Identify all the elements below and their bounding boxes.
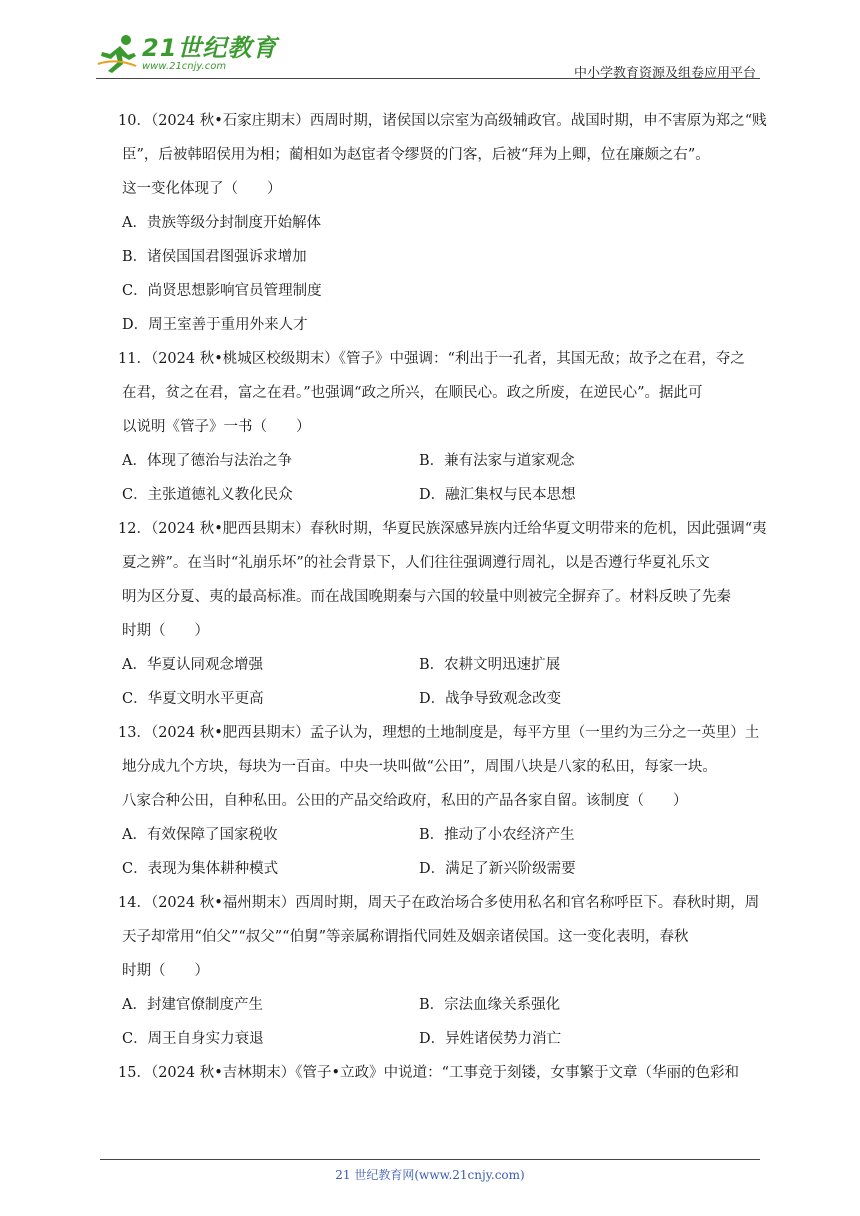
option-d: D．周王室善于重用外来人才	[122, 317, 308, 333]
option-row	[118, 852, 760, 886]
question-15	[118, 1056, 760, 1090]
question-text-line: 12．（2024 秋•肥西县期末）春秋时期，华夏民族深感异族内迁给华夏文明带来的危机，因此强调“夷	[118, 521, 767, 537]
question-text-line: 天子却常用“伯父”“叔父”“伯舅”等亲属称谓指代同姓及姻亲诸侯国。这一变化表明，春秋	[122, 929, 689, 945]
question-text-line: 在君，贫之在君，富之在君。”也强调“政之所兴，在顺民心。政之所废，在逆民心”。据此可	[122, 385, 703, 401]
option-b: B．兼有法家与道家观念	[419, 453, 575, 469]
option-a: A．体现了德治与法治之争	[122, 453, 292, 469]
option-a: A．有效保障了国家税收	[122, 827, 278, 843]
option-c: C．华夏文明水平更高	[122, 691, 264, 707]
question-text-line: 夏之辨”。在当时“礼崩乐坏”的社会背景下，人们往往强调遵行周礼，以是否遵行华夏礼乐文	[122, 555, 710, 571]
question-14	[118, 886, 760, 1056]
option-b: B．诸侯国国君图强诉求增加	[122, 249, 307, 265]
question-text-line: 15．（2024 秋•吉林期末）《管子•立政》中说道：“工事竞于刻镂，女事繁于文章（华丽的色彩和	[118, 1065, 739, 1081]
footer-divider	[100, 1159, 760, 1160]
option-d: D．异姓诸侯势力消亡	[419, 1031, 562, 1047]
option-row	[118, 648, 760, 682]
question-text-line: 时期（ ）	[122, 623, 209, 639]
footer-text: 21 世纪教育网(www.21cnjy.com)	[335, 1168, 525, 1182]
question-text-line: 八家合种公田，自种私田。公田的产品交给政府，私田的产品各家自留。该制度（ ）	[122, 793, 688, 809]
option-row	[118, 988, 760, 1022]
question-10	[118, 104, 767, 342]
question-text-line: 以说明《管子》一书（ ）	[122, 419, 311, 435]
option-b: B．推动了小农经济产生	[419, 827, 575, 843]
option-c: C．周王自身实力衰退	[122, 1031, 264, 1047]
option-c: C．主张道德礼义教化民众	[122, 487, 293, 503]
header-divider	[96, 78, 760, 79]
question-text-line: 13．（2024 秋•肥西县期末）孟子认为，理想的土地制度是，每平方里（一里约为三分之一英里）土	[118, 725, 760, 741]
option-c: C．表现为集体耕种模式	[122, 861, 279, 877]
question-text-line: 14．（2024 秋•福州期末）西周时期，周天子在政治场合多使用私名和官名称呼臣下。春秋时期，周	[118, 895, 760, 911]
question-13	[118, 716, 760, 886]
option-a: A．封建官僚制度产生	[122, 997, 263, 1013]
question-12	[118, 512, 767, 716]
platform-name: 中小学教育资源及组卷应用平台	[573, 66, 756, 81]
question-text-line: 11．（2024 秋•桃城区校级期末）《管子》中强调：“利出于一孔者，其国无敌；故予之在君，夺之	[118, 351, 745, 367]
question-text-line: 臣”，后被韩昭侯用为相；蔺相如为赵宦者令缪贤的门客，后被“拜为上卿，位在廉颇之右”。	[122, 147, 710, 163]
option-d: D．战争导致观念改变	[419, 691, 562, 707]
logo-url: www.21cnjy.com	[142, 61, 227, 72]
question-text-line: 这一变化体现了（ ）	[122, 181, 282, 197]
option-d: D．满足了新兴阶级需要	[419, 861, 576, 877]
option-c: C．尚贤思想影响官员管理制度	[122, 283, 322, 299]
option-a: A．华夏认同观念增强	[122, 657, 263, 673]
option-row	[118, 818, 760, 852]
question-text-line: 时期（ ）	[122, 963, 209, 979]
page-header	[96, 30, 760, 81]
option-row	[118, 682, 760, 716]
option-row	[118, 478, 760, 512]
option-row	[118, 444, 760, 478]
option-b: B．农耕文明迅速扩展	[419, 657, 561, 673]
question-text-line: 地分成九个方块，每块为一百亩。中央一块叫做“公田”，周围八块是八家的私田，每家一块。	[122, 759, 717, 775]
question-text-line: 10．（2024 秋•石家庄期末）西周时期，诸侯国以宗室为高级辅政官。战国时期，申不害原为郑之“贱	[118, 113, 767, 129]
option-b: B．宗法血缘关系强化	[419, 997, 561, 1013]
question-list	[118, 104, 767, 1090]
option-d: D．融汇集权与民本思想	[419, 487, 576, 503]
runner-logo-icon	[96, 34, 140, 74]
logo-title: 21世纪教育	[142, 34, 278, 62]
logo	[96, 34, 277, 74]
option-a: A．贵族等级分封制度开始解体	[122, 215, 321, 231]
question-11	[118, 342, 760, 512]
question-text-line: 明为区分夏、夷的最高标准。而在战国晚期秦与六国的较量中则被完全摒弃了。材料反映了先秦	[122, 589, 731, 605]
option-row	[118, 1022, 760, 1056]
